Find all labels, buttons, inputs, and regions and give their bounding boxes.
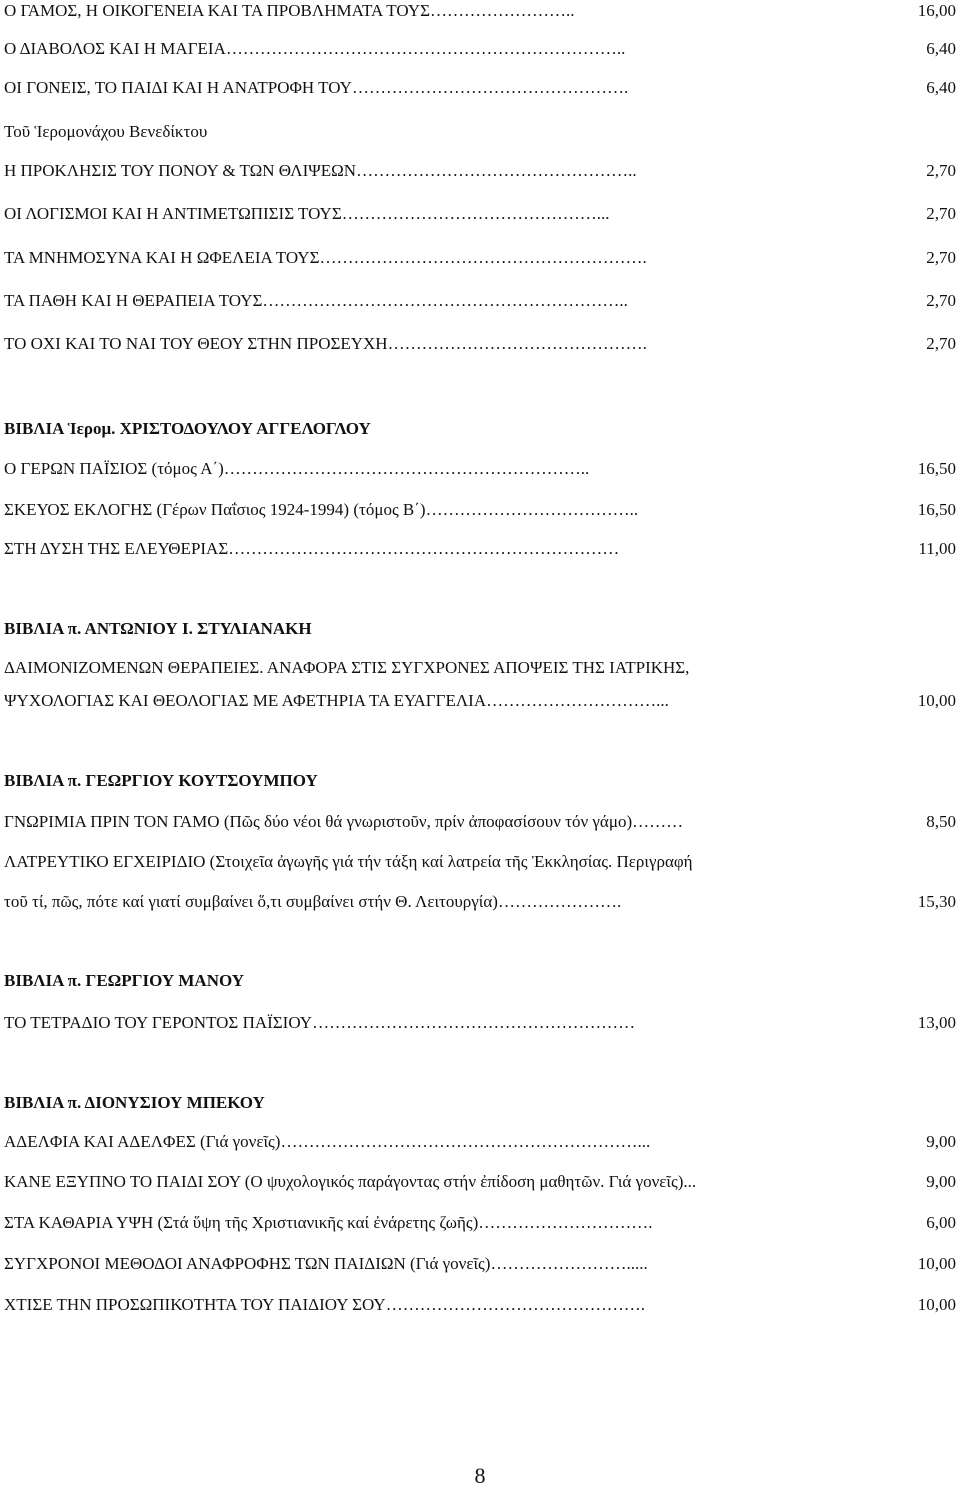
book-title: ΣΤΑ ΚΑΘΑΡΙΑ ΥΨΗ (Στά ὕψη τῆς Χριστιανικῆς καί ἐνάρετης ζωῆς) xyxy=(4,1213,479,1232)
dot-leader: ... xyxy=(683,1172,697,1191)
book-price: 6,00 xyxy=(926,1213,956,1232)
book-price: 2,70 xyxy=(926,204,956,223)
section-heading: ΒΙΒΛΙΑ π. ΔΙΟΝΥΣΙΟΥ ΜΠΕΚΟΥ xyxy=(4,1093,265,1112)
book-price: 9,00 xyxy=(926,1132,956,1151)
book-price: 16,00 xyxy=(917,1,956,20)
book-title: ΤΑ ΠΑΘΗ ΚΑΙ Η ΘΕΡΑΠΕΙΑ ΤΟΥΣ xyxy=(4,291,263,310)
dot-leader: …………………………... xyxy=(486,691,669,710)
book-title: ΤΑ ΜΝΗΜΟΣΥΝΑ ΚΑΙ Η ΩΦΕΛΕΙΑ ΤΟΥΣ xyxy=(4,248,320,267)
book-entry xyxy=(4,290,956,312)
book-title: ΓΝΩΡΙΜΙΑ ΠΡΙΝ ΤΟΝ ΓΑΜΟ (Πῶς δύο νέοι θά γνωριστοῦν, πρίν ἀποφασίσουν τόν γάμο) xyxy=(4,812,633,831)
book-entry xyxy=(4,1212,956,1234)
book-price: 9,00 xyxy=(926,1172,956,1191)
book-title: ΣΤΗ ΔΥΣΗ ΤΗΣ ΕΛΕΥΘΕΡΙΑΣ xyxy=(4,539,229,558)
dot-leader: ……………………………………………………….. xyxy=(223,459,590,478)
book-price: 2,70 xyxy=(926,291,956,310)
section-heading: ΒΙΒΛΙΑ π. ΓΕΩΡΓΙΟΥ ΚΟΥΤΣΟΥΜΠΟΥ xyxy=(4,771,318,790)
book-title: ΧΤΙΣΕ ΤΗΝ ΠΡΟΣΩΠΙΚΟΤΗΤΑ ΤΟΥ ΠΑΙΔΙΟΥ ΣΟΥ xyxy=(4,1295,386,1314)
section-heading: ΒΙΒΛΙΑ Ἱερομ. ΧΡΙΣΤΟΔΟΥΛΟΥ ΑΓΓΕΛΟΓΛΟΥ xyxy=(4,419,371,438)
book-title: ΟΙ ΓΟΝΕΙΣ, ΤΟ ΠΑΙΔΙ ΚΑΙ Η ΑΝΑΤΡΟΦΗ ΤΟΥ xyxy=(4,78,352,97)
book-entry xyxy=(4,203,956,225)
book-entry xyxy=(4,891,956,913)
book-price: 6,40 xyxy=(926,39,956,58)
book-entry xyxy=(4,1294,956,1316)
book-price: 6,40 xyxy=(926,78,956,97)
dot-leader: ……………………………………………………….. xyxy=(262,291,628,310)
book-entry xyxy=(4,690,956,712)
dot-leader: …………………………………………………………….. xyxy=(225,39,626,58)
book-entry xyxy=(4,538,956,560)
book-title: ΑΔΕΛΦΙΑ ΚΑΙ ΑΔΕΛΦΕΣ (Γιά γονεῖς) xyxy=(4,1132,281,1151)
book-price: 2,70 xyxy=(926,334,956,353)
book-entry xyxy=(4,1253,956,1275)
book-price: 2,70 xyxy=(926,248,956,267)
book-price: 10,00 xyxy=(917,1254,956,1273)
dot-leader: …………………………………………. xyxy=(351,78,629,97)
book-title: ΤΟ ΤΕΤΡΑΔΙΟ ΤΟΥ ΓΕΡΟΝΤΟΣ ΠΑΪΣΙΟΥ xyxy=(4,1013,313,1032)
book-price: 8,50 xyxy=(926,812,956,831)
book-title: Ο ΓΕΡΩΝ ΠΑΪΣΙΟΣ (τόμος Α΄) xyxy=(4,459,224,478)
book-title: ΨΥΧΟΛΟΓΙΑΣ ΚΑΙ ΘΕΟΛΟΓΙΑΣ ΜΕ ΑΦΕΤΗΡΙΑ ΤΑ ΕΥΑΓΓΕΛΙΑ xyxy=(4,691,487,710)
dot-leader: ……………………………….. xyxy=(425,500,639,519)
dot-leader: ……………………..... xyxy=(490,1254,648,1273)
book-title-line: ΔΑΙΜΟΝΙΖΟΜΕΝΩΝ ΘΕΡΑΠΕΙΕΣ. ΑΝΑΦΟΡΑ ΣΤΙΣ ΣΥΓΧΡΟΝΕΣ ΑΠΟΨΕΙΣ ΤΗΣ ΙΑΤΡΙΚΗΣ, xyxy=(4,658,690,677)
book-entry xyxy=(4,1171,956,1193)
book-entry xyxy=(4,1131,956,1153)
book-price: 10,00 xyxy=(917,691,956,710)
book-entry xyxy=(4,333,956,355)
dot-leader: …………………………………………………. xyxy=(319,248,647,267)
book-title: ΟΙ ΛΟΓΙΣΜΟΙ ΚΑΙ Η ΑΝΤΙΜΕΤΩΠΙΣΙΣ ΤΟΥΣ xyxy=(4,204,342,223)
book-title: ΤΟ ΟΧΙ ΚΑΙ ΤΟ ΝΑΙ ΤΟΥ ΘΕΟΥ ΣΤΗΝ ΠΡΟΣΕΥΧΗ xyxy=(4,334,388,353)
book-title: Η ΠΡΟΚΛΗΣΙΣ ΤΟΥ ΠΟΝΟΥ & ΤΩΝ ΘΛΙΨΕΩΝ xyxy=(4,161,357,180)
book-price: 16,50 xyxy=(917,500,956,519)
dot-leader: ………………………………………... xyxy=(341,204,610,223)
book-entry xyxy=(4,811,956,833)
dot-leader: ………………………………………………………... xyxy=(280,1132,651,1151)
book-entry xyxy=(4,1012,956,1034)
book-price: 16,50 xyxy=(917,459,956,478)
book-title: τοῦ τί, πῶς, πότε καί γιατί συμβαίνει ὅ,τι συμβαίνει στήν Θ. Λειτουργία) xyxy=(4,892,498,911)
book-entry xyxy=(4,0,956,22)
dot-leader: …………………………………………………………… xyxy=(228,539,620,558)
book-price: 11,00 xyxy=(918,539,956,558)
book-title: Ο ΓΑΜΟΣ, Η ΟΙΚΟΓΕΝΕΙΑ ΚΑΙ ΤΑ ΠΡΟΒΛΗΜΑΤΑ ΤΟΥΣ xyxy=(4,1,430,20)
section-heading: ΒΙΒΛΙΑ π. ΓΕΩΡΓΙΟΥ ΜΑΝΟΥ xyxy=(4,971,245,990)
section-author-line: Τοῦ Ἱερομονάχου Βενεδίκτου xyxy=(4,122,208,141)
book-price: 13,00 xyxy=(917,1013,956,1032)
book-entry xyxy=(4,77,956,99)
book-title: ΣΥΓΧΡΟΝΟΙ ΜΕΘΟΔΟΙ ΑΝΑΦΡΟΦΗΣ ΤΩΝ ΠΑΙΔΙΩΝ (Γιά γονεῖς) xyxy=(4,1254,491,1273)
book-entry xyxy=(4,499,956,521)
dot-leader: ………………………………………….. xyxy=(356,161,637,180)
book-price: 10,00 xyxy=(917,1295,956,1314)
book-title-line: ΛΑΤΡΕΥΤΙΚΟ ΕΓΧΕΙΡΙΔΙΟ (Στοιχεῖα ἀγωγῆς γιά τήν τάξη καί λατρεία τῆς Ἐκκλησίας. Περιγραφή xyxy=(4,852,693,871)
book-entry xyxy=(4,38,956,60)
book-title: ΚΑΝΕ ΕΞΥΠΝΟ ΤΟ ΠΑΙΔΙ ΣΟΥ (Ο ψυχολογικός παράγοντας στήν ἐπίδοση μαθητῶν. Γιά γονεῖς) xyxy=(4,1172,684,1191)
dot-leader: …………………….. xyxy=(430,1,575,20)
dot-leader: ………………………………………. xyxy=(387,334,647,353)
book-entry xyxy=(4,160,956,182)
dot-leader: …………………………. xyxy=(478,1213,653,1232)
book-title: ΣΚΕΥΟΣ ΕΚΛΟΓΗΣ (Γέρων Παΐσιος 1924-1994) (τόμος Β΄) xyxy=(4,500,426,519)
book-price: 2,70 xyxy=(926,161,956,180)
book-entry xyxy=(4,247,956,269)
section-heading: ΒΙΒΛΙΑ π. ΑΝΤΩΝΙΟΥ Ι. ΣΤΥΛΙΑΝΑΚΗ xyxy=(4,619,312,638)
page-number: 8 xyxy=(474,1463,486,1488)
book-entry xyxy=(4,458,956,480)
dot-leader: ………………………………………………… xyxy=(312,1013,636,1032)
dot-leader: …………………. xyxy=(497,892,622,911)
dot-leader: ………………………………………. xyxy=(385,1295,645,1314)
dot-leader: ……… xyxy=(632,812,684,831)
book-title: Ο ΔΙΑΒΟΛΟΣ ΚΑΙ Η ΜΑΓΕΙΑ xyxy=(4,39,226,58)
book-price: 15,30 xyxy=(917,892,956,911)
